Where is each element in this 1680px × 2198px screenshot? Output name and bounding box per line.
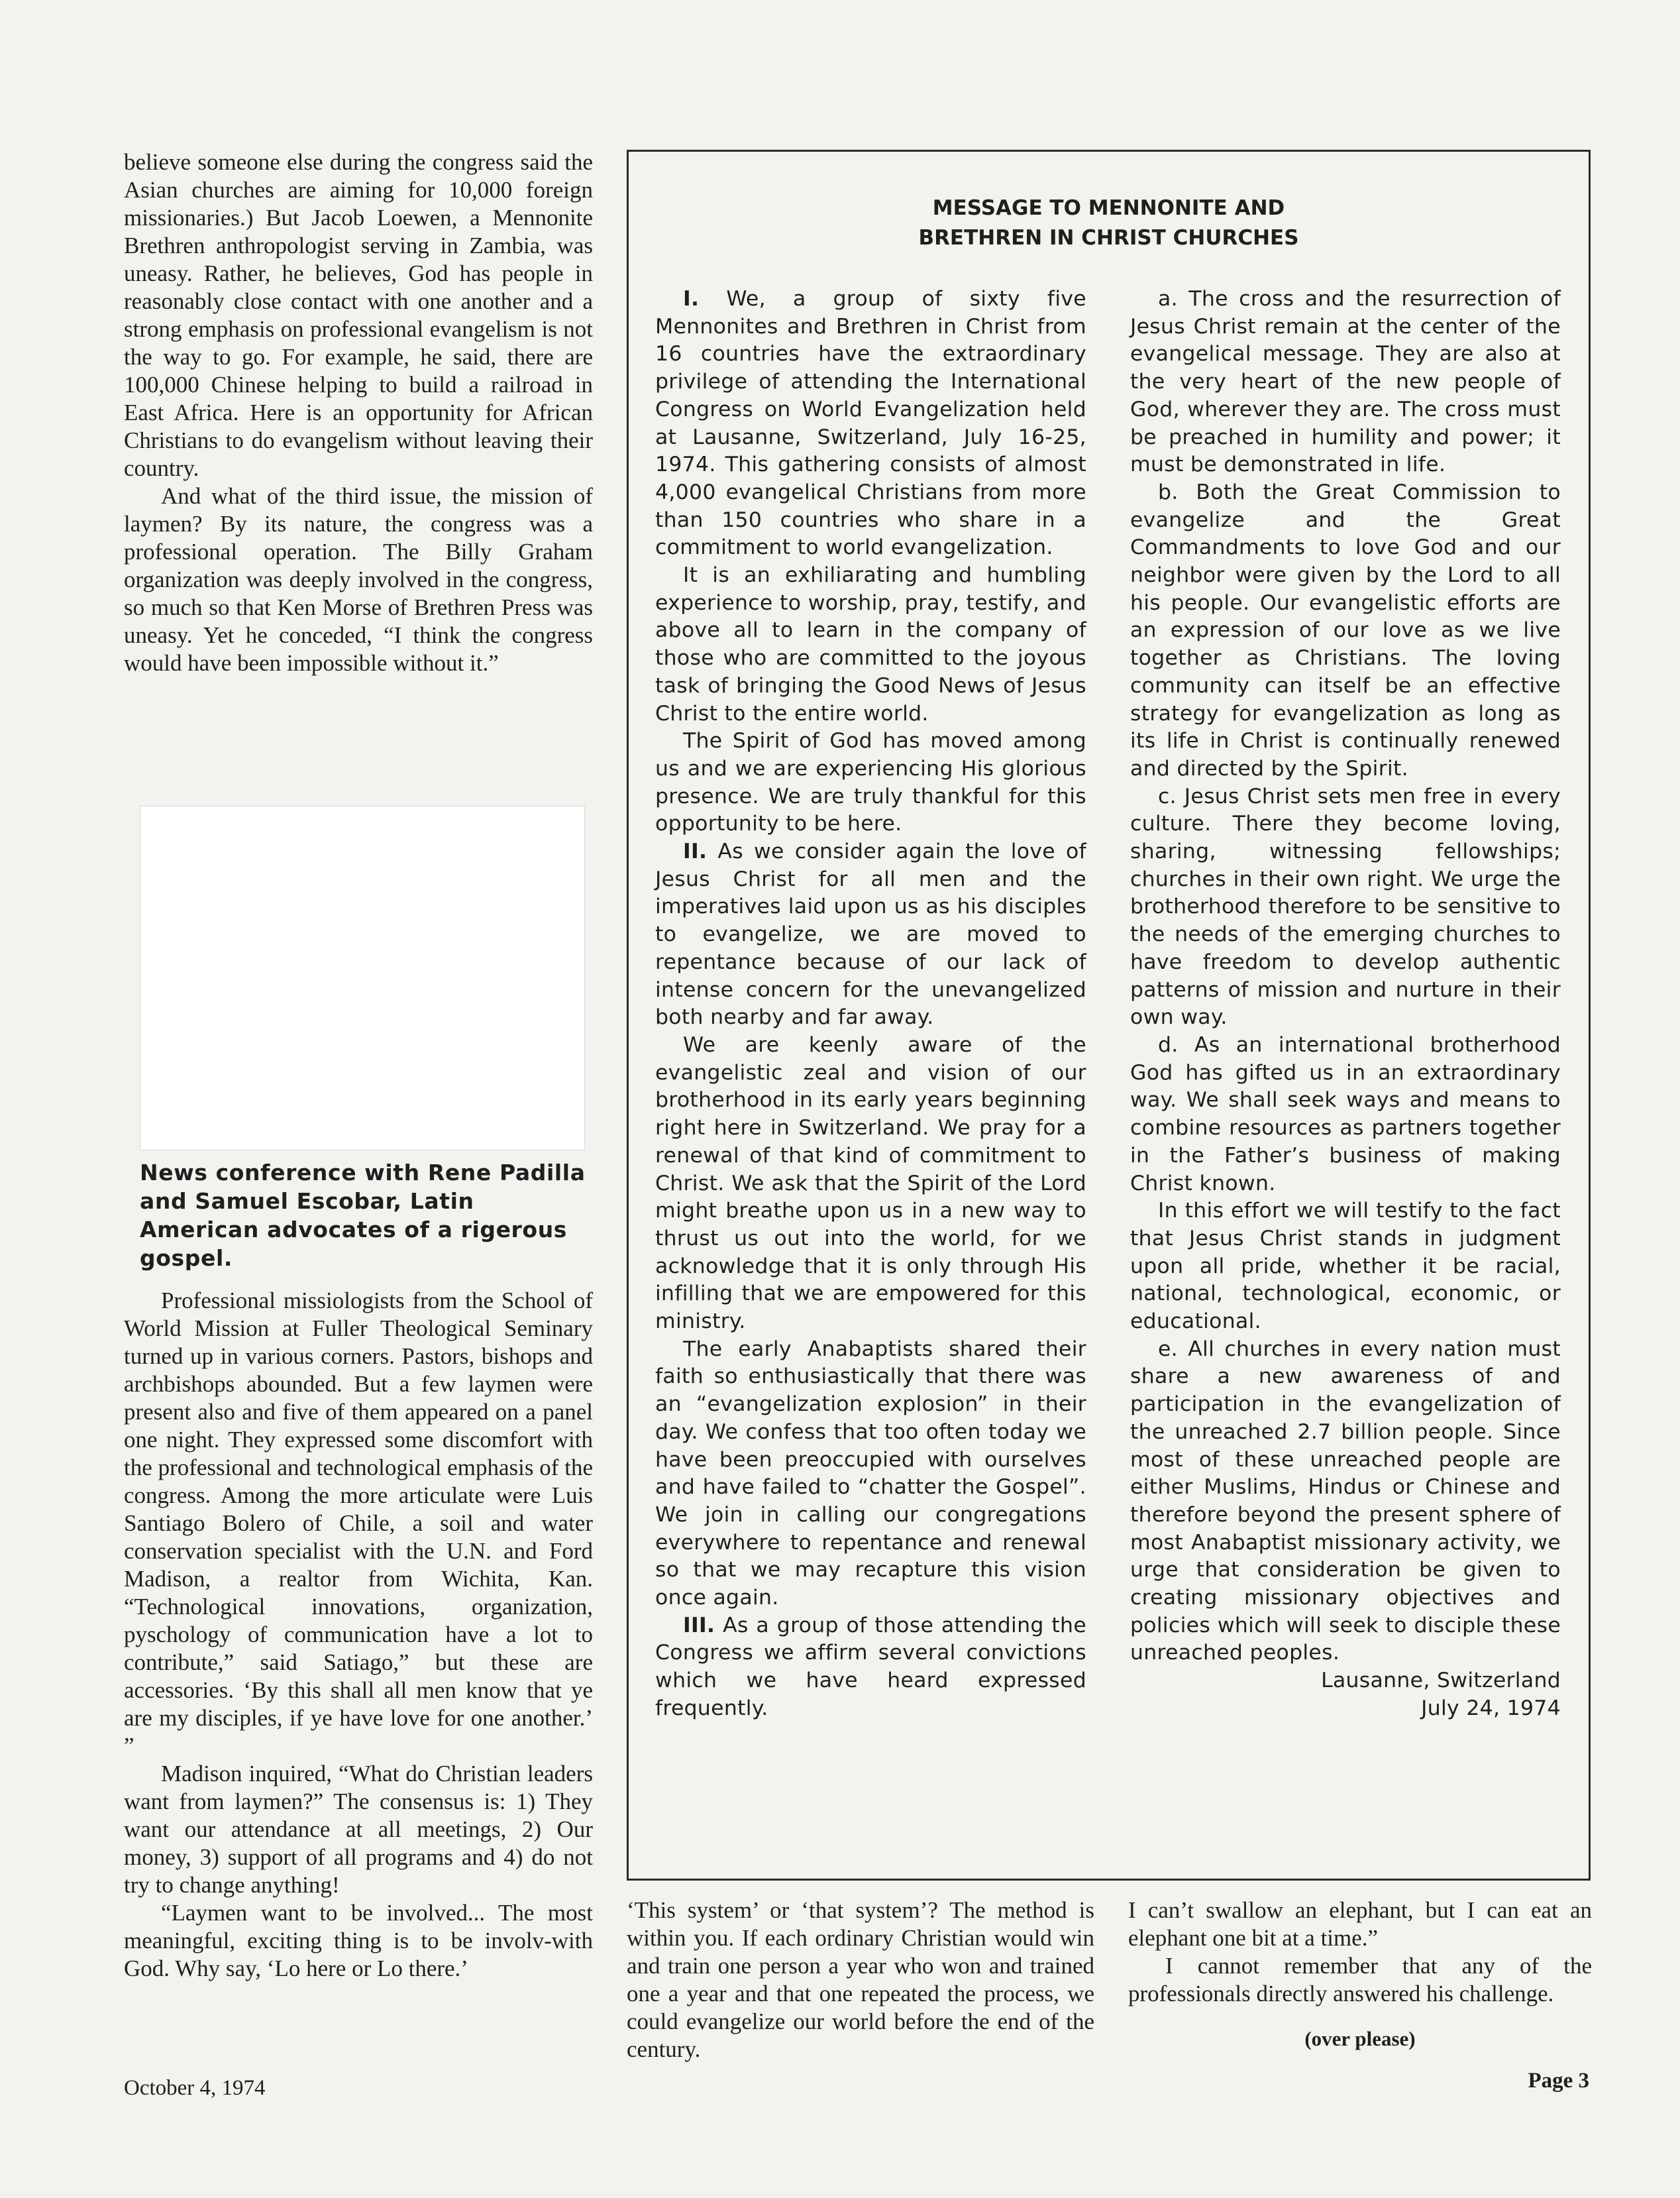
message-text: As a group of those attending the Congress we affirm several convictions which we have heard expressed frequently. bbox=[655, 1613, 1086, 1720]
article-paragraph: “Laymen want to be involved... The most meaningful, exciting thing is to be involv-with God. Why say, ‘Lo here or Lo there.’ bbox=[124, 1900, 593, 1981]
message-text: It is an exhiliarating and humbling experience to worship, pray, testify, and above all to learn in the company of those who are committed to the joyous task of bringing the Good News of Jesus Christ to the entire world. bbox=[655, 563, 1086, 726]
continued-note: (over please) bbox=[1304, 2027, 1416, 2050]
message-paragraph: In this effort we will testify to the fact that Jesus Christ stands in judgment upon all pride, whether it be racial, national, technological, economic, or educational. bbox=[1130, 1199, 1561, 1334]
page-number: Page 3 bbox=[1528, 2069, 1589, 2093]
message-paragraph bbox=[655, 838, 1086, 1032]
message-column-2 bbox=[1130, 286, 1561, 1723]
left-column-top bbox=[124, 148, 593, 677]
message-paragraph: b. Both the Great Commission to evangelize and the Great Commandments to love God and our neighbor were given by the Lord to all his people. Our evangelistic efforts are an expression of our love as we live together as Christians. The loving community can itself be an effective strategy for evangelization as long as its life in Christ is continually renewed and directed by the Spirit. bbox=[1130, 480, 1561, 781]
message-paragraph bbox=[655, 1612, 1086, 1723]
article-paragraph: I can’t swallow an elephant, but I can eat an elephant one bit at a time.” bbox=[1128, 1897, 1592, 1951]
message-text: The early Anabaptists shared their faith so enthusiastically that there was an “evangelization explosion” in their day. We confess that too often today we have been preoccupied with ourselves and have failed to “chatter the Gospel”. We join in calling our congregations everywhere to repentance and renewal so that we may recapture this vision once again. bbox=[655, 1337, 1086, 1610]
message-paragraph: a. The cross and the resurrection of Jesus Christ remain at the center of the evangelical message. They are also at the very heart of the new people of God, wherever they are. The cross must be preached in humility and power; it must be demonstrated in life. bbox=[1130, 287, 1561, 477]
message-paragraph: c. Jesus Christ sets men free in every culture. There they become loving, sharing, witnessing fellowships; churches in their own right. We urge the brotherhood therefore to be sensitive to the needs of the emerging churches to have freedom to develop authentic patterns of mission and nurture in their own way. bbox=[1130, 784, 1561, 1030]
article-paragraph: I cannot remember that any of the professionals directly answered his challenge. bbox=[1128, 1953, 1592, 2006]
article-paragraph: Professional missiologists from the School of World Mission at Fuller Theological Seminary turned up in various corners. Pastors, bishops and archbishops abounded. But a few laymen were present also and five of them appeared on a panel one night. They expressed some discomfort with the professional and technological emphasis of the congress. Among the more articulate were Luis Santiago Bolero of Chile, a soil and water conservation specialist with the U.N. and Ford Madison, a realtor from Wichita, Kan. “Technological innovations, organization, pyschology of communication have a lot to contribute,” said Satiago,” but these are accessories. ‘By this shall all men know that ye are my disciples, if ye have love for one another.’ ” bbox=[124, 1288, 593, 1759]
section-numeral: I. bbox=[683, 287, 700, 311]
photo-caption: News conference with Rene Padilla and Samuel Escobar, Latin American advocates of a rigerous gospel. bbox=[140, 1160, 586, 1271]
message-paragraph bbox=[655, 1032, 1086, 1336]
message-text: The Spirit of God has moved among us and we are experiencing His glorious presence. We are truly thankful for this opportunity to be here. bbox=[655, 729, 1086, 836]
message-paragraph bbox=[655, 1336, 1086, 1612]
title-line: BRETHREN IN CHRIST CHURCHES bbox=[918, 226, 1299, 250]
section-numeral: III. bbox=[683, 1613, 715, 1637]
article-paragraph: And what of the third issue, the mission of laymen? By its nature, the congress was a professional operation. The Billy Graham organization was deeply involved in the congress, so much so that Ken Morse of Brethren Press was uneasy. Yet he conceded, “I think the congress would have been impossible without it.” bbox=[124, 483, 593, 676]
message-paragraph bbox=[655, 286, 1086, 562]
message-paragraph: d. As an international brotherhood God has gifted us in an extraordinary way. We shall seek ways and means to combine resources as partners together in the Father’s business of making Christ known. bbox=[1130, 1032, 1561, 1195]
bottom-right-column bbox=[1128, 1896, 1592, 2053]
issue-date: October 4, 1974 bbox=[124, 2076, 266, 2100]
signoff-date: July 24, 1974 bbox=[1421, 1696, 1561, 1720]
message-text: We are keenly aware of the evangelistic zeal and vision of our brotherhood in its early years beginning right here in Switzerland. We pray for a renewal of that kind of commitment to Christ. We ask that the Spirit of the Lord might breathe upon us in a new way to thrust us out into the world, for we acknowledge that it is only through His infilling that we are empowered for this ministry. bbox=[655, 1032, 1086, 1334]
article-paragraph: ‘This system’ or ‘that system’? The method is within you. If each ordinary Christian would win and train one person a year who won and trained one a year and that one repeated the process, we could evangelize our world before the end of the century. bbox=[627, 1897, 1094, 2062]
message-paragraph bbox=[655, 728, 1086, 838]
message-text: We, a group of sixty five Mennonites and Brethren in Christ from 16 countries have the extraordinary privilege of attending the International Congress on World Evangelization held at Lausanne, Switzerland, July 16-25, 1974. This gathering consists of almost 4,000 evangelical Christians from more than 150 countries who share in a commitment to world evangelization. bbox=[655, 287, 1086, 560]
message-column-1 bbox=[655, 286, 1086, 1723]
message-paragraph bbox=[655, 562, 1086, 728]
message-box-title bbox=[627, 193, 1591, 253]
message-text: As we consider again the love of Jesus Christ for all men and the imperatives laid upon us as his disciples to evangelize, we are moved to repentance because of our lack of intense concern for the unevangelized both nearby and far away. bbox=[655, 840, 1086, 1030]
article-paragraph: Madison inquired, “What do Christian leaders want from laymen?” The consensus is: 1) They want our attendance at all meetings, 2) Our money, 3) support of all programs and 4) do not try to change anything! bbox=[124, 1761, 593, 1898]
message-paragraph: e. All churches in every nation must share a new awareness of and participation in the evangelization of the unreached 2.7 billion people. Since most of these unreached people are either Muslims, Hindus or Chinese and therefore beyond the present sphere of most Anabaptist missionary activity, we urge that consideration be given to creating missionary objectives and policies which will seek to disciple these unreached peoples. bbox=[1130, 1337, 1561, 1665]
news-conference-photo bbox=[140, 806, 585, 1150]
section-numeral: II. bbox=[683, 840, 708, 864]
left-column-bottom bbox=[124, 1287, 593, 1983]
article-paragraph: believe someone else during the congress said the Asian churches are aiming for 10,000 foreign missionaries.) But Jacob Loewen, a Mennonite Brethren anthropologist serving in Zambia, was uneasy. Rather, he believes, God has people in reasonably close contact with one another and a strong emphasis on professional evangelism is not the way to go. For example, he said, there are 100,000 Chinese helping to build a railroad in East Africa. Here is an opportunity for African Christians to do evangelism without leaving their country. bbox=[124, 149, 593, 481]
title-line: MESSAGE TO MENNONITE AND bbox=[932, 196, 1285, 220]
signoff-place: Lausanne, Switzerland bbox=[1321, 1669, 1561, 1693]
bottom-middle-column bbox=[627, 1896, 1094, 2063]
